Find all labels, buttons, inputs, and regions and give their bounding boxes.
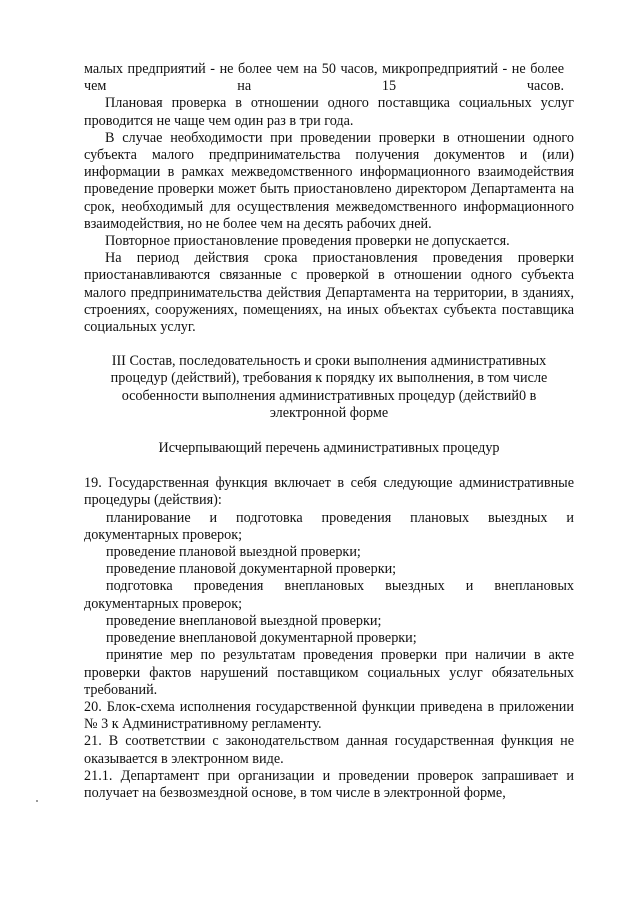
item-21-1: 21.1. Департамент при организации и проведении проверок запрашивает и получает на безвозмездной основе, в том числе в электронной форме, <box>84 767 574 801</box>
margin-mark <box>36 800 38 802</box>
spacer <box>84 422 574 440</box>
list-item: проведение внеплановой документарной проверки; <box>106 630 417 647</box>
spacer <box>84 336 574 353</box>
list-item: планирование и подготовка проведения плановых выездных и документарных проверок; <box>84 509 574 543</box>
list-item: проведение внеплановой выездной проверки; <box>106 612 382 629</box>
paragraph-working-hours: малых предприятий - не более чем на 50 часов, микропредприятий - не более чем на 15 часов. <box>84 61 564 95</box>
item-21: 21. В соответствии с законодательством данная государственная функция не оказывается в электронном виде. <box>84 733 574 767</box>
paragraph-inspection-frequency: Плановая проверка в отношении одного поставщика социальных услуг проводится не чаще чем один раз в три года. <box>84 95 574 129</box>
subheading-procedures-list: Исчерпывающий перечень административных процедур <box>158 440 500 457</box>
paragraph-suspension-conditions: В случае необходимости при проведении проверки в отношении одного субъекта малого предпринимательства получения документов и (или) информации в рамках межведомственного информационного взаимодействия проведение проверки может быть приостановлено директором Департамента на срок, необходимый для осуществления межведомственного информационного взаимодействия, но не более чем на десять рабочих дней. <box>84 129 574 232</box>
list-item: подготовка проведения внеплановых выездных и внеплановых документарных проверок; <box>84 578 574 612</box>
paragraph-repeat-suspension: Повторное приостановление проведения проверки не допускается. <box>105 233 510 250</box>
list-item: проведение плановой выездной проверки; <box>106 544 361 561</box>
item-20: 20. Блок-схема исполнения государственной функции приведена в приложении № 3 к Административному регламенту. <box>84 698 574 733</box>
spacer <box>84 457 574 475</box>
list-item: принятие мер по результатам проведения проверки при наличии в акте проверки фактов нарушений поставщиком социальных услуг обязательных требований. <box>84 647 574 698</box>
section-heading: III Состав, последовательность и сроки выполнения административных процедур (действий), требования к порядку их выполнения, в том числе особенности выполнения административных процедур (действий0 в электронной форме <box>110 353 548 421</box>
paragraph-suspension-period: На период действия срока приостановления проведения проверки приостанавливаются связанные с проверкой в отношении одного субъекта малого предпринимательства действия Департамента на территории, в зданиях, строениях, сооружениях, помещениях, на иных объектах субъекта поставщика социальных услуг. <box>84 250 574 336</box>
item-19: 19. Государственная функция включает в себя следующие административные процедуры (действия): <box>84 475 574 509</box>
list-item: проведение плановой документарной проверки; <box>106 561 397 578</box>
